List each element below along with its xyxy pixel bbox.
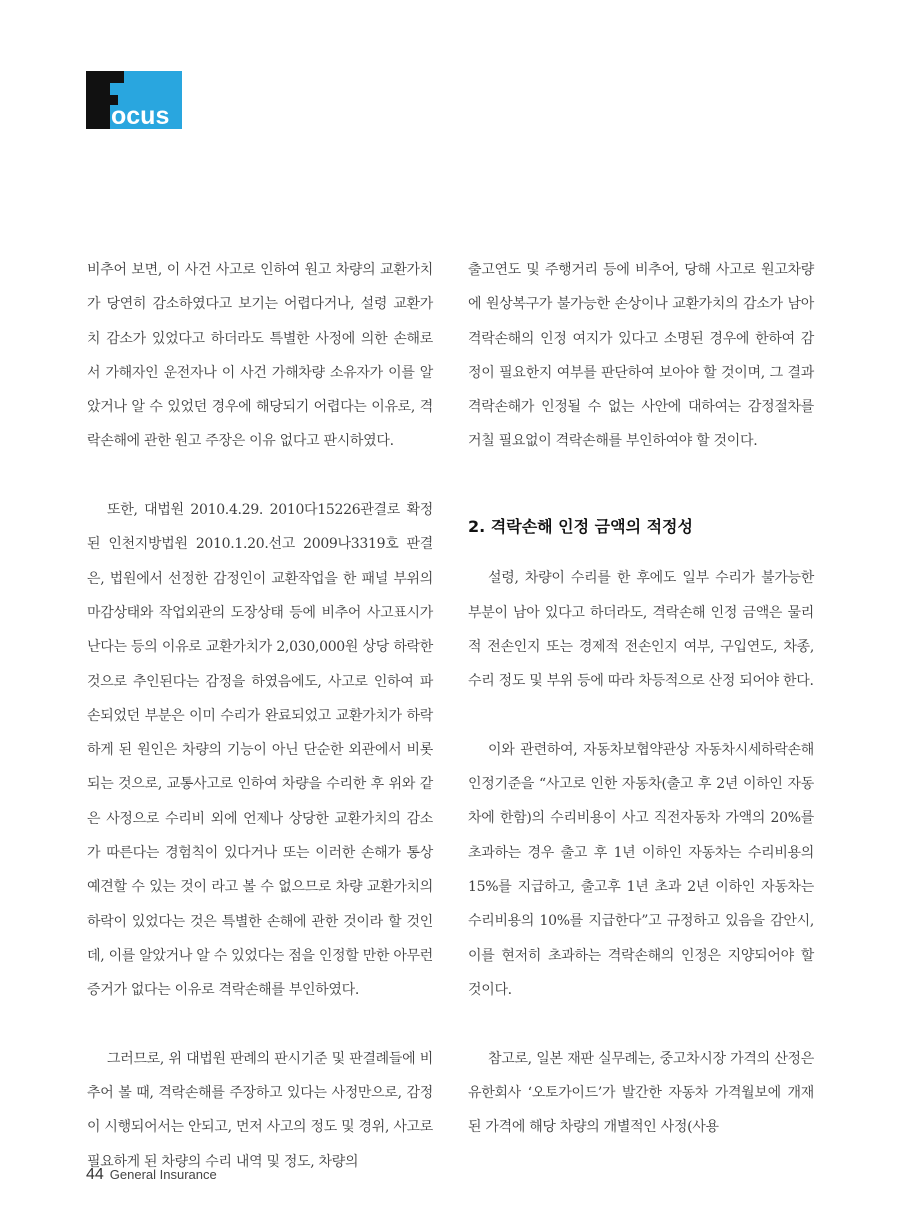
left-paragraph-2: 또한, 대법원 2010.4.29. 2010다15226관결로 확정된 인천지방법원 2010.1.20.선고 2009나3319호 판결은, 법원에서 선정한 감정인이 교환작업을 한 패널 부위의 마감상태와 작업외관의 도장상태 등에 비추어 사고표시가 난다는 등의 이유로 교환가치가 2,030,000원 상당 하락한 것으로 추인된다는 감정을 하였음에도, 사고로 인하여 파손되었던 부분은 이미 수리가 완료되었고 교환가치가 하락하게 된 원인은 차량의 기능이 아닌 단순한 외관에서 비롯되는 것으로, 교통사고로 인하여 차량을 수리한 후 위와 같은 사정으로 수리비 외에 언제나 상당한 교환가치의 감소가 따른다는 경험칙이 있다거나 또는 이러한 손해가 통상 예견할 수 있는 것이 라고 볼 수 없으므로 차량 교환가치의 하락이 있었다는 것은 특별한 손해에 관한 것이라 할 것인데, 이를 알았거나 알 수 있었다는 점을 인정할 만한 아무런 증거가 없다는 이유로 격락손해를 부인하였다. [87,502,433,999]
right-paragraph-4: 참고로, 일본 재판 실무례는, 중고차시장 가격의 산정은 유한회사 ‘오토가이드’가 발간한 자동차 가격월보에 개재된 가격에 해당 차량의 개별적인 사정(사용 [468,1050,814,1136]
right-paragraph-2: 설령, 차량이 수리를 한 후에도 일부 수리가 불가능한 부분이 남아 있다고 하더라도, 격락손해 인정 금액은 물리적 전손인지 또는 경제적 전손인지 여부, 구입연도, 차종, 수리 정도 및 부위 등에 따라 차등적으로 산정 되어야 한다. [468,570,814,690]
page-footer [86,1166,217,1184]
publication-name: General Insurance [109,1167,217,1182]
focus-logo [86,71,182,129]
logo-ocus-text: ocus [111,102,170,129]
logo-f-top [86,71,124,83]
left-column [87,253,433,1179]
right-paragraph-1: 출고연도 및 주행거리 등에 비추어, 당해 사고로 원고차량에 원상복구가 불가능한 손상이나 교환가치의 감소가 남아 격락손해의 인정 여지가 있다고 소명된 경우에 한하여 감정이 필요한지 여부를 판단하여 보아야 할 것이며, 그 결과 격락손해가 인정될 수 없는 사안에 대하여는 감정절차를 거칠 필요없이 격락손해를 부인하여야 할 것이다. [468,262,814,450]
right-paragraph-3: 이와 관련하여, 자동차보협약관상 자동차시세하락손해 인정기준을 “사고로 인한 자동차(출고 후 2년 이하인 자동차에 한함)의 수리비용이 사고 직전자동차 가액의 20%를 초과하는 경우 출고 후 1년 이하인 자동차는 수리비용의 15%를 지급하고, 출고후 1년 초과 2년 이하인 자동차는 수리비용의 10%를 지급한다”고 규정하고 있음을 감안시, 이를 현저히 초과하는 격락손해의 인정은 지양되어야 할 것이다. [468,741,814,998]
section-title: 2. 격락손해 인정 금액의 적정성 [468,517,693,537]
left-paragraph-1: 비추어 보면, 이 사건 사고로 인하여 원고 차량의 교환가치가 당연히 감소하였다고 보기는 어렵다거나, 설령 교환가치 감소가 있었다고 하더라도 특별한 사정에 의한 손해로서 가해자인 운전자나 이 사건 가해차량 소유자가 이를 알았거나 알 수 있었던 경우에 해당되기 어렵다는 이유로, 격락손해에 관한 원고 주장은 이유 없다고 판시하였다. [87,262,433,450]
left-paragraph-3: 그러므로, 위 대법원 판례의 판시기준 및 판결례들에 비추어 볼 때, 격락손해를 주장하고 있다는 사정만으로, 감정이 시행되어서는 안되고, 먼저 사고의 정도 및 경위, 사고로 필요하게 된 차량의 수리 내역 및 정도, 차량의 [87,1050,433,1170]
right-column [468,253,814,1144]
page-number: 44 [86,1166,104,1183]
